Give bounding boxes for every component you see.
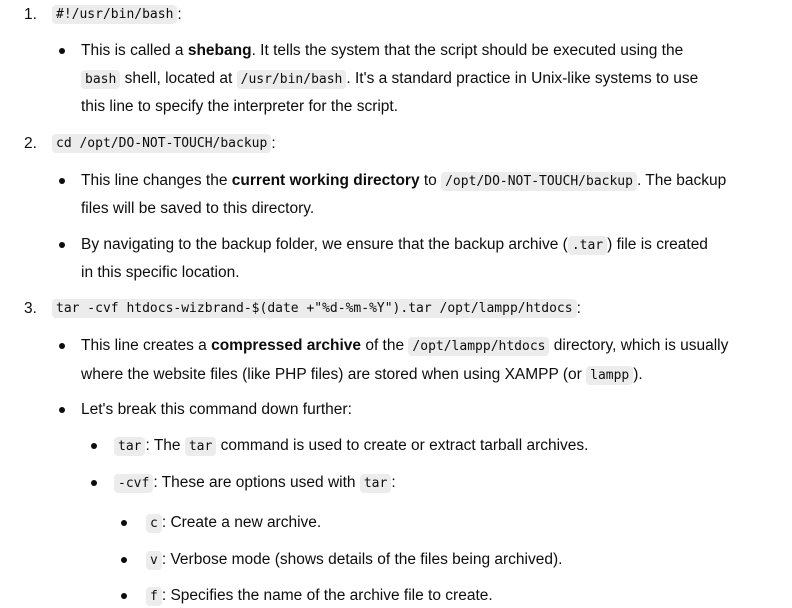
text: : <box>391 474 396 491</box>
text: This is called a <box>81 42 188 59</box>
numbered-item-3 <box>24 299 581 318</box>
inline-code: tar -cvf htdocs-wizbrand-$(date +"%d-%m-%Y").tar /opt/lampp/htdocs <box>52 299 577 318</box>
item-suffix: : <box>271 134 276 152</box>
bullet-dot <box>91 480 97 486</box>
inline-code: /opt/lampp/htdocs <box>408 337 549 356</box>
inline-code: tar <box>185 437 216 456</box>
bold-text: compressed archive <box>211 337 362 354</box>
text: . It tells the system that the script should be executed using the <box>251 42 684 59</box>
text: shell, located at <box>120 70 237 87</box>
item-suffix: : <box>576 299 581 317</box>
item-number: 2. <box>24 134 37 152</box>
numbered-item-2 <box>24 134 276 153</box>
text: to <box>419 172 442 189</box>
bullet-line: this line to specify the interpreter for the script. <box>81 98 399 115</box>
inline-code: lampp <box>586 366 633 385</box>
text: This line changes the <box>81 172 232 189</box>
text: By navigating to the backup folder, we ensure that the backup archive ( <box>81 236 568 253</box>
item-number: 3. <box>24 299 37 317</box>
bullet-dot <box>121 593 127 599</box>
bullet-dot <box>59 407 65 413</box>
bullet-dot <box>59 48 65 54</box>
bullet-dot <box>59 242 65 248</box>
bullet-line: in this specific location. <box>81 264 240 281</box>
text: ). <box>633 366 643 383</box>
text: : These are options used with <box>153 474 360 491</box>
text: : Specifies the name of the archive file to create. <box>161 587 493 604</box>
text: : Verbose mode (shows details of the files being archived). <box>161 551 563 568</box>
sub-bullet-line <box>114 472 396 495</box>
bold-text: shebang <box>187 42 252 59</box>
bullet-line <box>81 234 708 257</box>
inline-code: /usr/bin/bash <box>237 70 347 89</box>
inline-code: v <box>146 551 162 570</box>
inline-code: cd /opt/DO-NOT-TOUCH/backup <box>52 134 271 153</box>
text: ) file is created <box>607 236 708 253</box>
numbered-item-1 <box>24 5 182 24</box>
text: directory, which is usually <box>549 337 729 354</box>
bold-text: current working directory <box>231 172 420 189</box>
bullet-line: Let's break this command down further: <box>81 401 352 418</box>
item-suffix: : <box>177 5 182 23</box>
inline-code: #!/usr/bin/bash <box>52 5 177 24</box>
text: where the website files (like PHP files) are stored when using XAMPP (or <box>81 366 587 383</box>
inline-code: tar <box>360 474 391 493</box>
inline-code: c <box>146 514 162 533</box>
text: . It's a standard practice in Unix-like systems to use <box>346 70 699 87</box>
option-line <box>146 585 493 608</box>
bullet-line <box>81 68 698 91</box>
bullet-line: files will be saved to this directory. <box>81 200 315 217</box>
bullet-dot <box>91 443 97 449</box>
bullet-dot <box>121 557 127 563</box>
text: : The <box>145 437 185 454</box>
inline-code: -cvf <box>114 474 153 493</box>
inline-code: /opt/DO-NOT-TOUCH/backup <box>441 172 637 191</box>
option-line <box>146 512 321 535</box>
inline-code: tar <box>114 437 145 456</box>
text: command is used to create or extract tarball archives. <box>216 437 589 454</box>
bullet-line <box>81 335 728 358</box>
option-line <box>146 549 562 572</box>
bullet-line <box>81 170 726 193</box>
bullet-dot <box>59 343 65 349</box>
text: of the <box>361 337 409 354</box>
inline-code: .tar <box>568 236 607 255</box>
bullet-dot <box>121 520 127 526</box>
inline-code: bash <box>81 70 120 89</box>
bullet-dot <box>59 178 65 184</box>
item-number: 1. <box>24 5 37 23</box>
text: : Create a new archive. <box>161 514 322 531</box>
sub-bullet-line <box>114 435 589 458</box>
bullet-line <box>81 364 643 387</box>
text: . The backup <box>636 172 727 189</box>
text: This line creates a <box>81 337 212 354</box>
bullet-line <box>81 40 683 62</box>
inline-code: f <box>146 587 162 606</box>
